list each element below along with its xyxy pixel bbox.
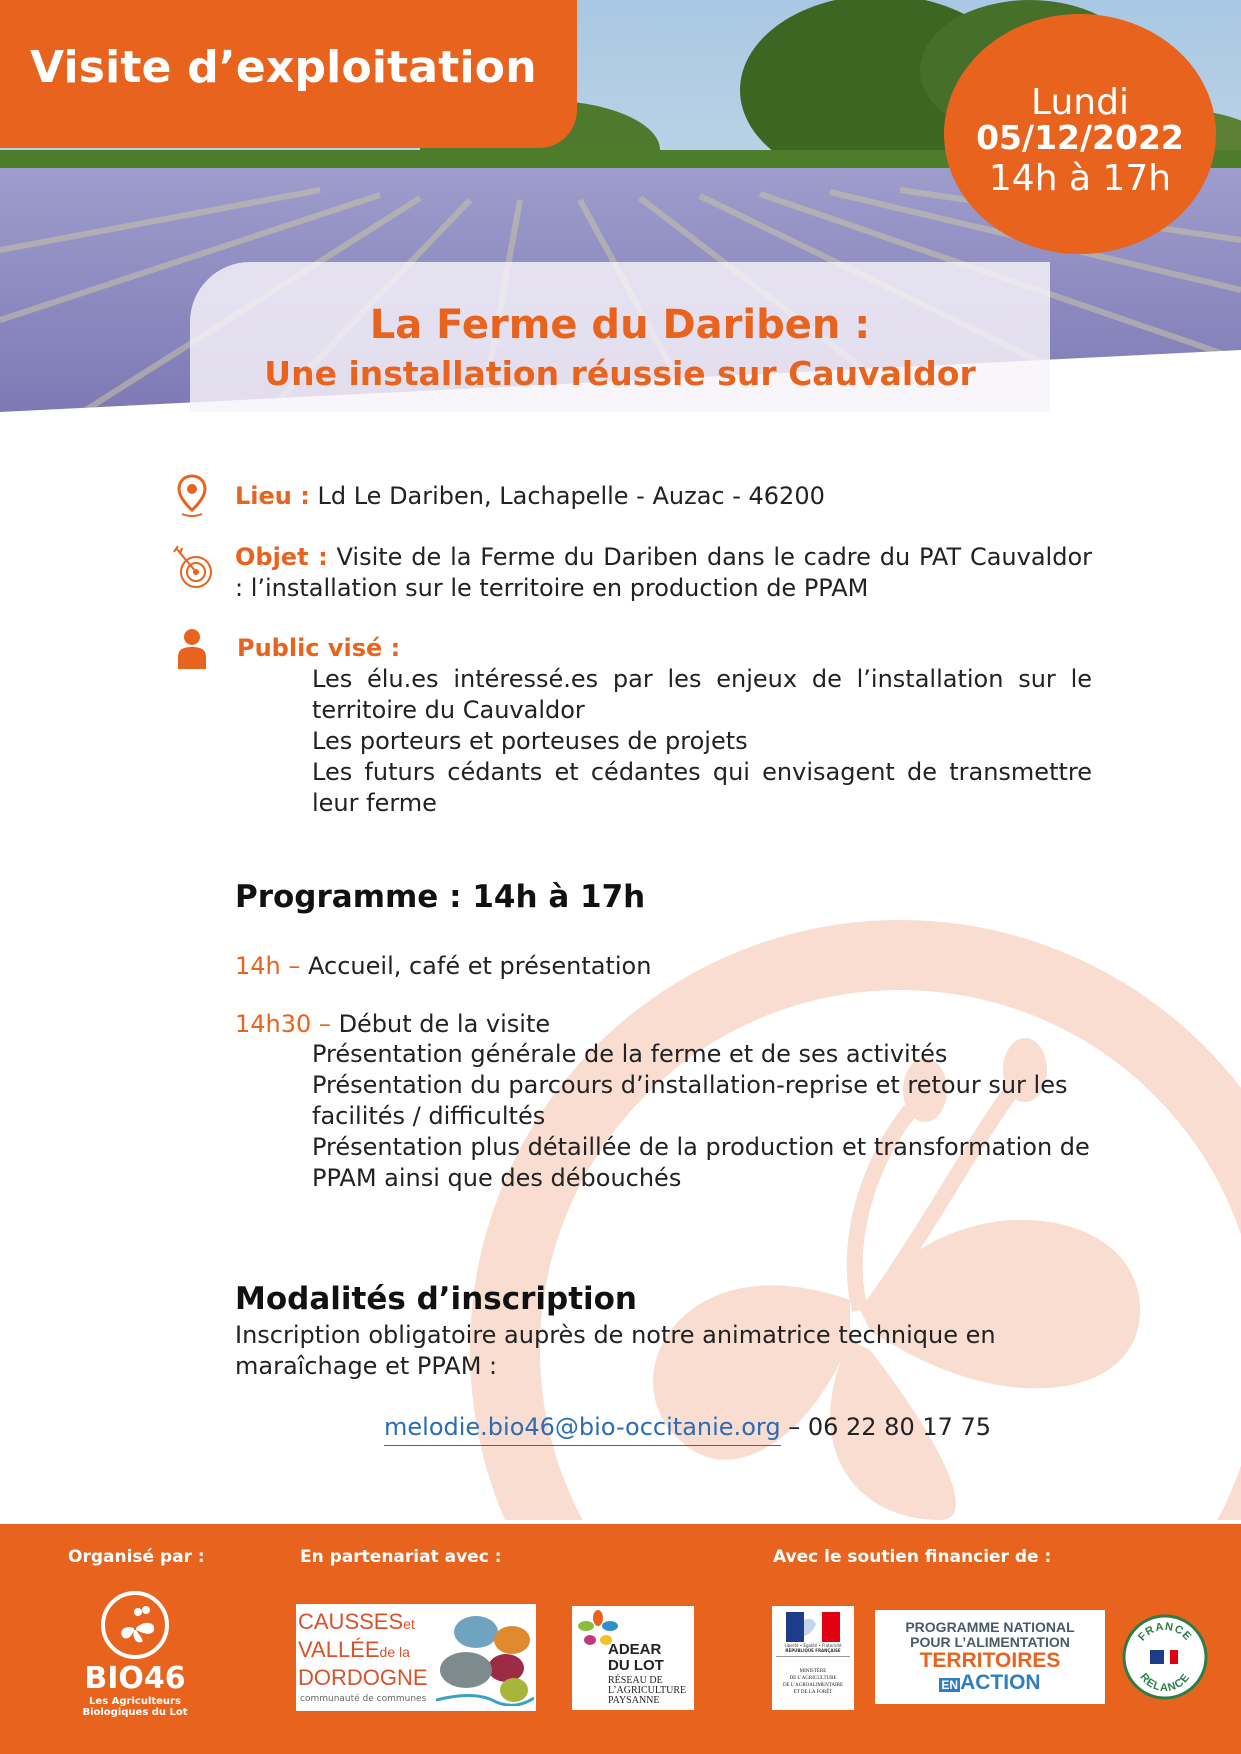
pna-text: EN [941, 1678, 959, 1692]
inscription-heading: Modalités d’inscription [235, 1281, 638, 1317]
programme-heading: Programme : 14h à 17h [235, 879, 646, 915]
adear-logo [572, 1606, 694, 1710]
ministere-text: ET DE LA FORÊT [793, 1690, 833, 1695]
public-item: Les élu.es intéressé.es par les enjeux de l’installation sur le territoire du Cauvaldor [312, 665, 1092, 724]
ministere-text: DE L’AGROALIMENTAIRE [782, 1683, 844, 1688]
location-pin-icon [176, 474, 208, 518]
relance-text: FRANCE [1136, 1620, 1194, 1644]
programme-time: 14h30 – [235, 1010, 331, 1038]
soutien-label: Avec le soutien financier de : [773, 1547, 1052, 1567]
programme-subitem: Présentation du parcours d’installation-reprise et retour sur les facilités / difficultés [312, 1071, 1068, 1130]
email-link[interactable]: melodie.bio46@bio-occitanie.org [384, 1413, 781, 1446]
page-title: La Ferme du Dariben : [369, 302, 871, 348]
france-relance-logo [1122, 1614, 1208, 1700]
public-label: Public visé : [237, 634, 401, 662]
adear-text: ADEAR [608, 1641, 662, 1658]
cauvaldor-text: de la [379, 1644, 410, 1660]
ministere-text: MINISTÈRE [799, 1669, 827, 1674]
ministere-text: DE L’AGRICULTURE [789, 1676, 837, 1681]
cauvaldor-text: VALLÉE [298, 1637, 380, 1662]
title-card [190, 262, 1050, 412]
contact-line [384, 1412, 991, 1443]
programme-time: 14h – [235, 952, 301, 980]
programme-subitem: Présentation générale de la ferme et de ses activités [312, 1040, 948, 1068]
adear-text: L’AGRICULTURE [608, 1685, 687, 1696]
programme-item [235, 951, 651, 982]
programme-item [235, 1009, 550, 1040]
cauvaldor-tagline: communauté de communes [300, 1694, 427, 1704]
target-icon [172, 544, 214, 592]
date-badge [944, 14, 1216, 254]
page-subtitle: Une installation réussie sur Cauvaldor [264, 354, 976, 393]
pna-logo [875, 1610, 1105, 1704]
date-day: Lundi [1031, 82, 1129, 123]
pna-text: ACTION [960, 1671, 1041, 1694]
lieu-label: Lieu : [235, 482, 310, 510]
objet-line [235, 542, 1092, 604]
ministere-text: Liberté • Égalité • Fraternité [784, 1643, 842, 1648]
lieu-value: Ld Le Dariben, Lachapelle - Auzac - 46200 [317, 482, 825, 510]
person-icon [176, 627, 208, 669]
bio46-logo [70, 1590, 200, 1740]
bio46-name: BIO46 [84, 1661, 186, 1696]
pna-text: PROGRAMME NATIONAL [905, 1619, 1075, 1635]
public-item: Les futurs cédants et cédantes qui envisagent de transmettre leur ferme [312, 758, 1092, 817]
date-date: 05/12/2022 [976, 118, 1184, 157]
cauvaldor-stones-icon [436, 1610, 534, 1706]
phone-number: – 06 22 80 17 75 [788, 1413, 992, 1441]
objet-value: Visite de la Ferme du Dariben dans le cadre du PAT Cauvaldor : l’installation sur le territoire en production de PPAM [235, 543, 1092, 602]
organise-label: Organisé par : [68, 1547, 205, 1567]
adear-text: PAYSANNE [608, 1695, 660, 1706]
banner-title: Visite d’exploitation [30, 42, 537, 93]
bio46-tagline: Les Agriculteurs [89, 1696, 181, 1707]
partenariat-label: En partenariat avec : [300, 1547, 502, 1567]
pna-text: POUR L’ALIMENTATION [910, 1634, 1070, 1650]
objet-label: Objet : [235, 543, 328, 571]
programme-text: Accueil, café et présentation [308, 952, 652, 980]
programme-sublist [312, 1039, 1092, 1194]
marianne-flag-icon [786, 1612, 840, 1642]
event-type-banner [0, 0, 577, 148]
programme-subitem: Présentation plus détaillée de la production et transformation de PPAM ainsi que des débouchés [312, 1133, 1090, 1192]
pna-text: TERRITOIRES [919, 1649, 1061, 1672]
adear-text: RÉSEAU DE [608, 1675, 663, 1686]
inscription-text: Inscription obligatoire auprès de notre animatrice technique en maraîchage et PPAM : [235, 1321, 996, 1380]
date-time: 14h à 17h [988, 158, 1172, 199]
cauvaldor-text: et [403, 1616, 415, 1632]
cauvaldor-logo [296, 1604, 536, 1711]
footer [0, 1524, 1241, 1754]
public-list [312, 664, 1092, 819]
programme-text: Début de la visite [338, 1010, 551, 1038]
public-item: Les porteurs et porteuses de projets [312, 727, 748, 755]
bio46-flower-icon [100, 1590, 170, 1660]
lieu-line [235, 481, 1095, 512]
ministere-text: RÉPUBLIQUE FRANÇAISE [785, 1648, 841, 1653]
bio46-tagline: Biologiques du Lot [82, 1707, 188, 1718]
ministere-logo [772, 1606, 854, 1710]
cauvaldor-text: DORDOGNE [298, 1665, 428, 1690]
relance-text: RELANCE [1137, 1671, 1193, 1695]
adear-text: DU LOT [608, 1657, 664, 1674]
cauvaldor-text: CAUSSES [298, 1609, 404, 1634]
